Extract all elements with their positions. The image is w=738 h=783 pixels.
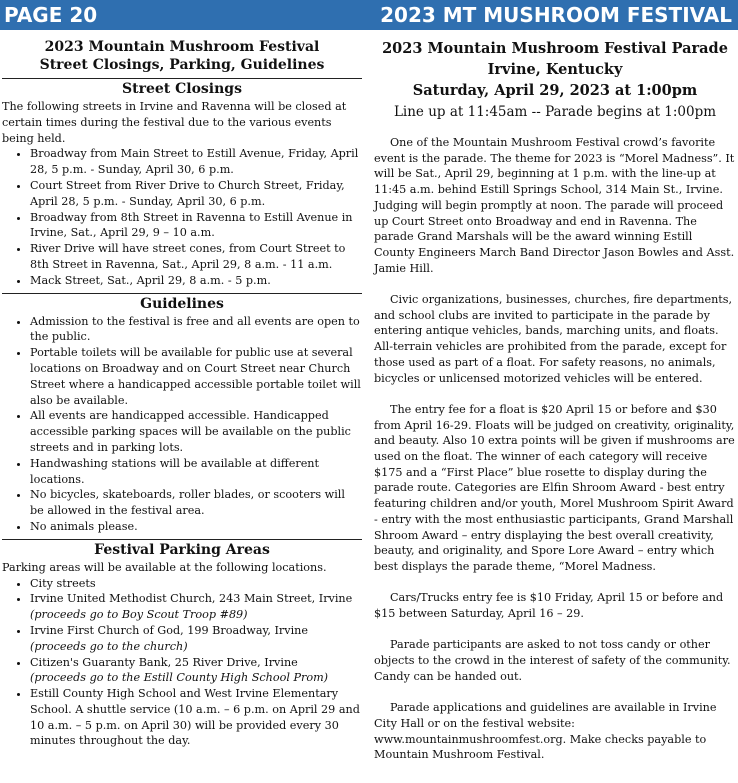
parade-paragraph: One of the Mountain Mushroom Festival crowd’s favorite event is the parade. The theme for 2023 is “Morel Madness”. It will be Sat., April 29, beginning at 1 p.m. with the line-up at 11:45 a.m. behind Estill Springs School, 314 Main St., Irvine. Judging will begin promptly at noon. The parade will proceed up Court Street onto Broadway and end in Ravenna. The parade Grand Marshals will be the award winning Estill County Engineers March Band Director Jason Bowles and Asst. Jamie Hill. xyxy=(374,136,735,275)
left-title xyxy=(2,38,362,74)
parking-location: Citizen's Guaranty Bank, 25 River Drive, Irvine xyxy=(30,655,298,669)
divider xyxy=(2,78,362,79)
parking-location: Irvine United Methodist Church, 243 Main Street, Irvine xyxy=(30,592,353,606)
parking-list xyxy=(2,576,362,750)
parade-paragraph: Civic organizations, businesses, churches, fire departments, and school clubs are invited to participate in the parade by entering antique vehicles, bands, marching units, and floats. All-terrain vehicles are prohibited from the parade, except for those used as part of a float. For safety reasons, no animals, bicycles or unlicensed motorized vehicles will be entered. xyxy=(374,293,733,385)
parade-title-line2: Irvine, Kentucky xyxy=(487,61,623,78)
list-item: • Broadway from Main Street to Estill Avenue, Friday, April 28, 5 p.m. - Sunday, April 30, 6 p.m. xyxy=(30,146,362,178)
parade-title-line1: 2023 Mountain Mushroom Festival Parade xyxy=(382,40,728,57)
list-item xyxy=(30,576,362,592)
parade-title-line3: Saturday, April 29, 2023 at 1:00pm xyxy=(412,82,698,99)
proceeds-note: (proceeds go to Boy Scout Troop #89) xyxy=(30,608,248,622)
divider xyxy=(2,539,362,540)
parade-paragraph: Parade participants are asked to not toss candy or other objects to the crowd in the interest of safety of the community. Candy can be handed out. xyxy=(374,638,731,683)
parade-title xyxy=(374,38,736,101)
divider xyxy=(2,293,362,294)
parking-location: Irvine First Church of God, 199 Broadway, Irvine xyxy=(30,623,308,637)
parking-location: City streets xyxy=(30,576,96,590)
parking-location: Estill County High School and West Irvine Elementary School. A shuttle service (10 a.m. – 6 p.m. on April 29 and 10 a.m. – 5 p.m. on April 30) will be provided every 30 minutes throughout the day. xyxy=(30,687,360,748)
guidelines-list xyxy=(2,314,362,535)
list-item xyxy=(30,591,362,623)
parade-times: Line up at 11:45am -- Parade begins at 1:00pm xyxy=(393,104,717,120)
parade-paragraph: The entry fee for a float is $20 April 15 or before and $30 from April 16-29. Floats will be judged on creativity, originality, and beauty. Also 10 extra points will be given if mushrooms are used on the float. The winner of each category will receive $175 and a “First Place” blue rosette to display during the parade route. Categories are Elfin Shroom Award - best entry featuring children and/or youth, Morel Mushroom Spirit Award - entry with the most enthusiastic participants, Grand Marshall Shroom Award – entry displaying the best overall creativity, beauty, and originality, and Spore Lore Award – entry which best displays the parade theme, “Morel Madness. xyxy=(374,402,735,573)
street-closings-list xyxy=(2,146,362,288)
left-title-line1: 2023 Mountain Mushroom Festival xyxy=(44,39,320,55)
parking-heading: Festival Parking Areas xyxy=(94,541,270,558)
parade-paragraph: Parade applications and guidelines are available in Irvine City Hall or on the festival website: www.mountainmushroomfest.org. Make checks payable to Mountain Mushroom Festival. xyxy=(374,701,717,762)
right-column xyxy=(374,38,736,779)
list-item: • Portable toilets will be available for public use at several locations on Broadway and on Court Street near Church Street where a handicapped accessible portable toilet will also be available. xyxy=(30,345,362,408)
list-item xyxy=(30,623,362,655)
street-closings-heading: Street Closings xyxy=(122,81,242,97)
left-title-line2: Street Closings, Parking, Guidelines xyxy=(39,57,325,73)
proceeds-note: (proceeds go to the Estill County High School Prom) xyxy=(30,671,329,685)
proceeds-note: (proceeds go to the church) xyxy=(30,639,188,653)
list-item: • All events are handicapped accessible. Handicapped accessible parking spaces will be available on the public streets and in parking lots. xyxy=(30,408,362,455)
guidelines-heading: Guidelines xyxy=(140,295,224,312)
list-item xyxy=(30,655,362,687)
list-item: • Admission to the festival is free and all events are open to the public. xyxy=(30,314,362,346)
list-item xyxy=(30,686,362,749)
list-item: • No animals please. xyxy=(30,519,362,535)
street-closings-intro: The following streets in Irvine and Ravenna will be closed at certain times during the festival due to the various events being held. xyxy=(2,100,347,145)
list-item: • No bicycles, skateboards, roller blades, or scooters will be allowed in the festival area. xyxy=(30,487,362,519)
list-item: • Broadway from 8th Street in Ravenna to Estill Avenue in Irvine, Sat., April 29, 9 – 10 a.m. xyxy=(30,210,362,242)
page-banner xyxy=(0,0,738,30)
parking-intro: Parking areas will be available at the following locations. xyxy=(2,560,327,574)
list-item: • River Drive will have street cones, from Court Street to 8th Street in Ravenna, Sat., April 29, 8 a.m. - 11 a.m. xyxy=(30,241,362,273)
left-column xyxy=(2,38,362,749)
list-item: • Mack Street, Sat., April 29, 8 a.m. - 5 p.m. xyxy=(30,273,362,289)
banner-title: 2023 MT MUSHROOM FESTIVAL xyxy=(380,3,732,27)
parade-paragraph: Cars/Trucks entry fee is $10 Friday, April 15 or before and $15 between Saturday, April 16 – 29. xyxy=(374,591,724,621)
list-item: • Court Street from River Drive to Church Street, Friday, April 28, 5 p.m. - Sunday, April 30, 6 p.m. xyxy=(30,178,362,210)
list-item: • Handwashing stations will be available at different locations. xyxy=(30,456,362,488)
page-number: PAGE 20 xyxy=(4,3,98,27)
